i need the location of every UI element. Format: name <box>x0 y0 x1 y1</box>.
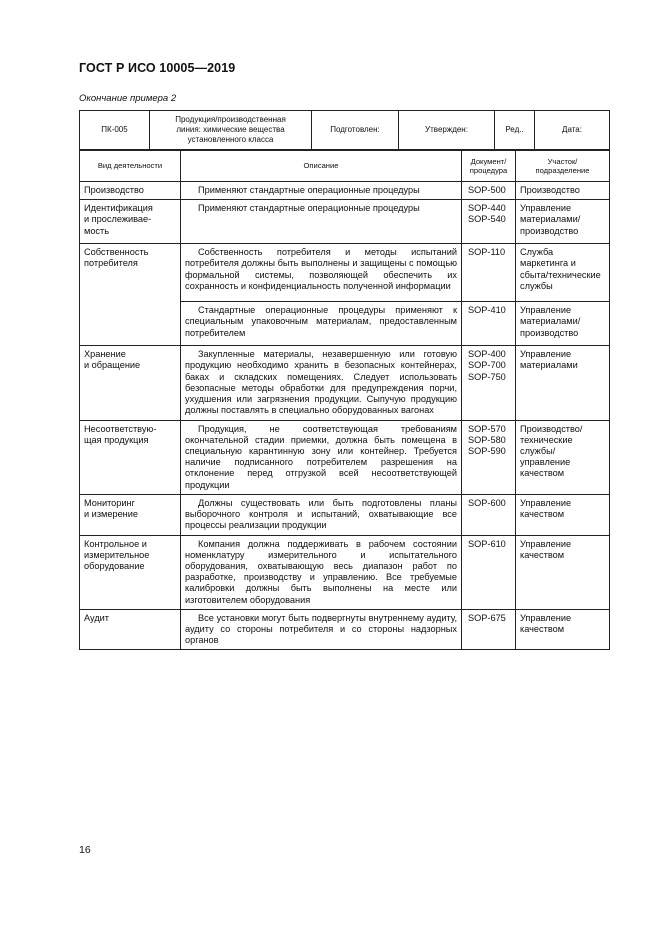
table-row <box>80 244 610 302</box>
description-cell: Применяют стандартные операционные процедуры <box>181 182 462 200</box>
description-cell: Компания должна поддерживать в рабочем состоянии номенклатуру измерительного и испытательного оборудования, охватывающую весь диапазон работ по разработке, производству и управлению. Все требуемые калибровки должны быть выполнены на месте или изготовителем оборудования <box>181 535 462 609</box>
form-code: ПК-005 <box>80 111 150 150</box>
department-cell: Управление качеством <box>516 535 610 609</box>
table-row <box>80 494 610 535</box>
department-cell: Управление качеством <box>516 494 610 535</box>
form-header-table <box>79 110 610 150</box>
description-cell: Продукция, не соответствующая требованиям окончательной стадии приемки, должна быть помещена в специальную карантинную зону или контейнер. Требуется наличие подписанного потребителем разрешения на отклонение перед отгрузкой всей несоответствующей продукции <box>181 420 462 494</box>
column-header-description: Описание <box>181 151 462 182</box>
product-line: Продукция/производственная линия: химические вещества установленного класса <box>150 111 312 150</box>
document-cell: SOP-440 SOP-540 <box>462 200 516 244</box>
activity-cell: Идентификация и прослеживае- мость <box>80 200 181 244</box>
table-row <box>80 346 610 420</box>
activity-cell: Несоответствую- щая продукция <box>80 420 181 494</box>
column-header-activity: Вид деятельности <box>80 151 181 182</box>
description-cell: Закупленные материалы, незавершенную или готовую продукцию необходимо хранить в безопасных контейнерах, баках и складских помещениях. Следует использовать безопасные методы обработки для предупреждения порчи, ухудшения или загрязнения продукции. Сыпучую продукцию должны поставлять в специально оборудованных вагонах <box>181 346 462 420</box>
department-cell: Управление материалами/ производство <box>516 302 610 346</box>
document-cell: SOP-570 SOP-580 SOP-590 <box>462 420 516 494</box>
page-number: 16 <box>79 844 91 856</box>
prepared-label: Подготовлен: <box>312 111 399 150</box>
department-cell: Управление качеством <box>516 609 610 650</box>
table-row <box>80 535 610 609</box>
description-cell: Все установки могут быть подвергнуты внутреннему аудиту, аудиту со стороны потребителя и со стороны надзорных органов <box>181 609 462 650</box>
description-cell: Собственность потребителя и методы испытаний потребителя должны быть выполнены и защищены с помощью формальной системы, позволяющей обеспечить их сохранность и конфиденциальность полученной информации <box>181 244 462 302</box>
description-cell: Применяют стандартные операционные процедуры <box>181 200 462 244</box>
description-cell: Должны существовать или быть подготовлены планы выборочного контроля и испытаний, охватывающие все процессы реализации продукции <box>181 494 462 535</box>
document-cell: SOP-400 SOP-700 SOP-750 <box>462 346 516 420</box>
column-header-department: Участок/ подразделение <box>516 151 610 182</box>
revision-label: Ред.. <box>495 111 535 150</box>
example-continuation-caption: Окончание примера 2 <box>79 93 177 104</box>
document-cell: SOP-410 <box>462 302 516 346</box>
document-title: ГОСТ Р ИСО 10005—2019 <box>79 61 236 75</box>
form-header-row <box>80 111 610 150</box>
table-row <box>80 420 610 494</box>
document-cell: SOP-110 <box>462 244 516 302</box>
activity-cell: Контрольное и измерительное оборудование <box>80 535 181 609</box>
document-cell: SOP-500 <box>462 182 516 200</box>
quality-plan-table <box>79 150 610 650</box>
department-cell: Управление материалами/ производство <box>516 200 610 244</box>
table-row <box>80 609 610 650</box>
table-row <box>80 182 610 200</box>
activity-cell: Мониторинг и измерение <box>80 494 181 535</box>
department-cell: Управление материалами <box>516 346 610 420</box>
department-cell: Производство <box>516 182 610 200</box>
activity-cell: Собственность потребителя <box>80 244 181 346</box>
table-row <box>80 200 610 244</box>
department-cell: Служба маркетинга и сбыта/технические службы <box>516 244 610 302</box>
activity-cell: Производство <box>80 182 181 200</box>
activity-cell: Аудит <box>80 609 181 650</box>
department-cell: Производство/ технические службы/ управление качеством <box>516 420 610 494</box>
activity-cell: Хранение и обращение <box>80 346 181 420</box>
table-header-row <box>80 151 610 182</box>
description-cell: Стандартные операционные процедуры применяют к специальным упаковочным материалам, предоставленным потребителем <box>181 302 462 346</box>
document-cell: SOP-600 <box>462 494 516 535</box>
document-cell: SOP-675 <box>462 609 516 650</box>
column-header-document: Документ/ процедура <box>462 151 516 182</box>
approved-label: Утвержден: <box>399 111 495 150</box>
date-label: Дата: <box>535 111 610 150</box>
document-cell: SOP-610 <box>462 535 516 609</box>
